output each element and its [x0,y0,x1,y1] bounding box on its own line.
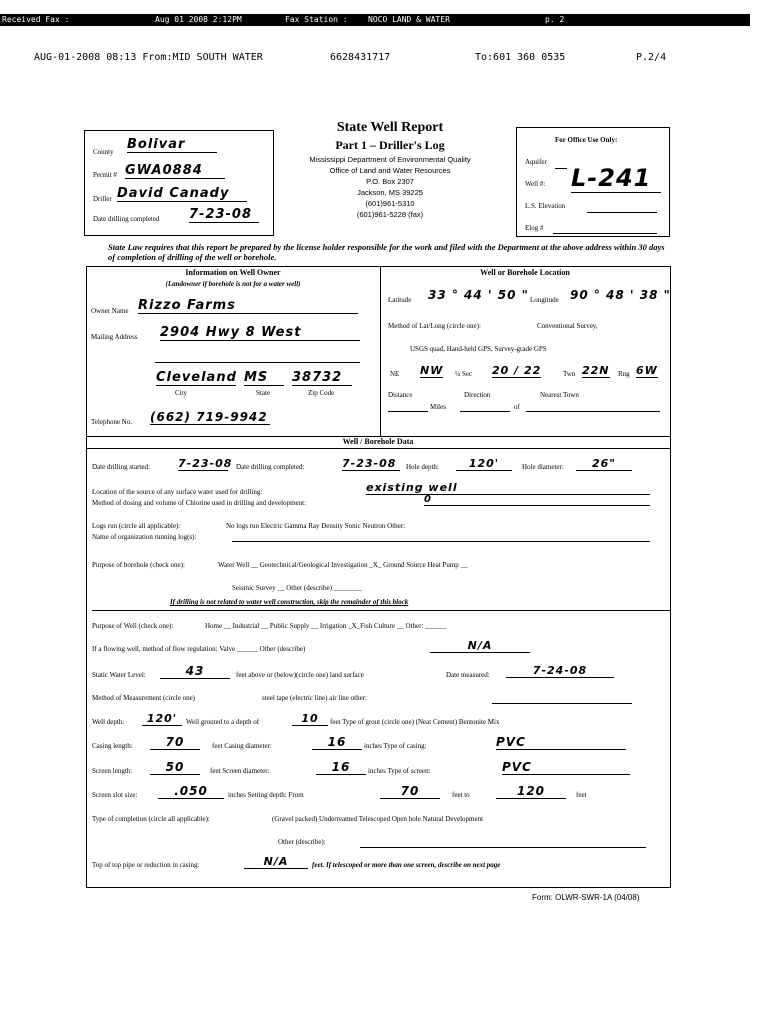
twn-value: 22N [582,364,610,377]
mailing-address-value: 2904 Hwy 8 West [160,325,360,341]
casing-length-label: Casing length: [92,742,133,750]
permit-value: GWA0884 [125,163,225,179]
owner-state: MS [244,370,284,386]
hole-depth-label: Hole depth: [406,463,439,471]
city-label: City [175,389,188,397]
feet-label: feet [576,791,587,799]
screen-length-value: 50 [150,760,200,775]
skip-note: If drilling is not related to water well construction, skip the remainder of this block [170,598,409,606]
static-level-value: 43 [160,664,230,679]
grouted-label: Well grouted to a depth of [186,718,260,726]
casing-diameter-value: 16 [312,735,362,750]
fax-page: p. 2 [545,15,565,24]
direction-label: Direction [464,391,491,399]
well-depth-value: 120' [142,712,182,726]
water-source-label: Location of the source of any surface water used for drilling: [92,488,263,496]
well-label: Well #: [525,180,546,188]
sec-label: ¼ Sec [455,370,473,378]
state-law-notice: State Law requires that this report be prepared by the license holder responsible for the work and filed with the Department at the above address within 30 days of completion of drilling of the well or borehole. [108,242,665,262]
casing-diameter-label: feet Casing diameter: [212,742,272,750]
telephone-value: (662) 719-9942 [150,410,270,425]
completion-other-label: Other (describe): [278,838,326,846]
fax-sent: AUG-01-2008 08:13 From:MID SOUTH WATER [34,52,263,63]
well-depth-label: Well depth: [92,718,125,726]
office-name: Office of Land and Water Resources [329,166,451,175]
form-title: State Well Report [336,120,444,135]
dept-name: Mississippi Department of Environmental Quality [309,155,471,164]
fax-phone: 6628431717 [330,52,391,63]
owner-name-label: Owner Name [91,307,129,315]
nearest-town-label: Nearest Town [540,391,579,399]
casing-length-value: 70 [150,735,200,750]
date-completed-label: Date drilling completed [93,215,160,223]
completed-label: Date drilling completed: [236,463,305,471]
state-label: State [256,389,270,397]
latitude-label: Latitude [388,296,412,304]
slot-size-value: .050 [158,784,224,799]
twn-label: Twn [563,370,576,378]
flow-label: If a flowing well, method of flow regulation: Valve ______ Other (describe) [92,645,306,653]
method-label: Method of Lat/Long (circle one): [388,322,481,330]
mailing-address-label: Mailing Address [91,333,138,341]
completion-label: Type of completion (circle all applicable): [92,815,210,823]
hole-diameter-value: 26" [576,457,632,471]
form-subtitle: Part 1 – Driller's Log [335,138,445,152]
rng-label: Rng [618,370,630,378]
setting-to-label: feet to [452,791,470,799]
completed-value: 7-23-08 [342,457,400,471]
borehole-purpose-label: Purpose of borehole (check one): [92,561,185,569]
started-value: 7-23-08 [178,457,233,470]
top-pipe-label: Top of top pipe or reduction in casing: [92,861,200,869]
fax-station-name: NOCO LAND & WATER [368,15,450,24]
driller-value: David Canady [117,186,247,202]
owner-subtitle: (Landowner if borehole is not for a water well) [165,280,301,288]
fax-station: Fax Station : [285,15,348,24]
method-option-2: USGS quad, Hand-held GPS, Survey-grade GPS [410,345,547,353]
seismic-line: Seismic Survey __ Other (describe) ________ [232,584,362,592]
measurement-method-label: Method of Measurement (circle one) [92,694,196,702]
nw-value: NW [420,364,444,377]
driller-label: Driller [93,195,112,203]
screen-diameter-value: 16 [316,760,366,775]
setting-from-value: 70 [380,784,440,799]
of-label: of [514,403,520,411]
fax-received: Received Fax : [2,15,70,24]
completion-options: (Gravel packed) Underreamed Telescoped Open hole Natural Development [272,815,484,823]
fax-line: (601)961-5228 (fax) [356,210,424,219]
setting-depth-label: inches Setting depth: From [228,791,304,799]
grout-type-options: feet Type of grout (circle one) (Neat Cement) Bentonite Mix [330,718,500,726]
flow-value: N/A [430,639,530,653]
telephone-label: Telephone No. [91,418,133,426]
logs-label: Logs run (circle all applicable): [92,522,181,530]
zip-label: Zip Code [308,389,335,397]
grouted-value: 10 [292,712,328,726]
owner-name-value: Rizzo Farms [138,298,358,314]
county-box [84,130,274,236]
office-use-title: For Office Use Only: [555,136,618,144]
ne-label: NE [390,370,400,378]
county-label: County [93,148,114,156]
screen-type-value: PVC [502,760,630,775]
logs-options: No logs run Electric Gamma Ray Density Sonic Neutron Other: [226,522,406,530]
hole-depth-value: 120' [456,457,512,471]
chlorine-label: Method of dosing and volume of Chlorine used in drilling and development: [92,499,307,507]
distance-label: Distance [388,391,413,399]
method-option-1: Conventional Survey, [537,322,598,330]
casing-type-value: PVC [496,735,626,750]
city-line: Jackson, MS 39225 [357,188,423,197]
measurement-method-options: steel tape (electric line) air line other: [262,694,367,702]
started-label: Date drilling started: [92,463,150,471]
screen-type-label: inches Type of screen: [368,767,431,775]
sec-value: 20 / 22 [492,364,542,377]
screen-length-label: Screen length: [92,767,133,775]
slot-size-label: Screen slot size: [92,791,138,799]
hole-diameter-label: Hole diameter: [522,463,564,471]
form-id: Form: OLWR-SWR-1A (04/08) [532,893,640,902]
well-number: L-241 [571,164,661,193]
office-use-box [516,127,670,237]
static-level-label: Static Water Level: [92,671,146,679]
well-purpose-label: Purpose of Well (check one): [92,622,174,630]
permit-label: Permit # [93,171,117,179]
owner-title: Information on Well Owner [185,268,281,277]
well-purpose-options: Home __ Industrial __ Public Supply __ Irrigation _X_Fish Culture __ Other: ______ [205,622,447,630]
date-measured-value: 7-24-08 [506,664,614,678]
log-org-label: Name of organization running log(s): [92,533,197,541]
well-data-title: Well / Borehole Data [342,437,414,446]
water-source-value: existing well [366,481,650,495]
ls-elevation-label: L.S. Elevation [525,202,566,210]
date-measured-label: Date measured: [446,671,490,679]
chlorine-value: 0 [424,494,650,506]
owner-zip: 38732 [292,370,352,386]
fax-header-bar [0,14,750,26]
county-value: Bolivar [127,137,217,153]
rng-value: 6W [636,364,658,377]
owner-city: Cleveland [156,370,237,385]
longitude-value: 90 ° 48 ' 38 " [570,288,671,302]
static-level-mid: feet above or (below)(circle one) land surface [236,671,364,679]
miles-label: Miles [430,403,446,411]
po-box: P.O. Box 2307 [366,177,414,186]
latitude-value: 33 ° 44 ' 50 " [428,288,529,302]
borehole-purpose-options: Water Well __ Geotechnical/Geological Investigation _X_ Ground Source Heat Pump __ [218,561,468,569]
location-title: Well or Borehole Location [480,268,570,277]
longitude-label: Longitude [530,296,559,304]
date-completed-value: 7-23-08 [189,207,259,223]
setting-to-value: 120 [496,784,566,799]
fax-page-num: P.2/4 [636,52,667,63]
fax-to: To:601 360 0535 [475,52,566,63]
top-pipe-note: feet. If telescoped or more than one screen, describe on next page [312,861,501,869]
screen-diameter-label: feet Screen diameter: [210,767,270,775]
elog-label: Elog # [525,224,544,232]
fax-date: Aug 01 2008 2:12PM [155,15,242,24]
aquifer-label: Aquifer [525,158,547,166]
phone-line: (601)961-5310 [365,199,415,208]
casing-type-label: inches Type of casing: [364,742,427,750]
top-pipe-value: N/A [244,855,308,869]
